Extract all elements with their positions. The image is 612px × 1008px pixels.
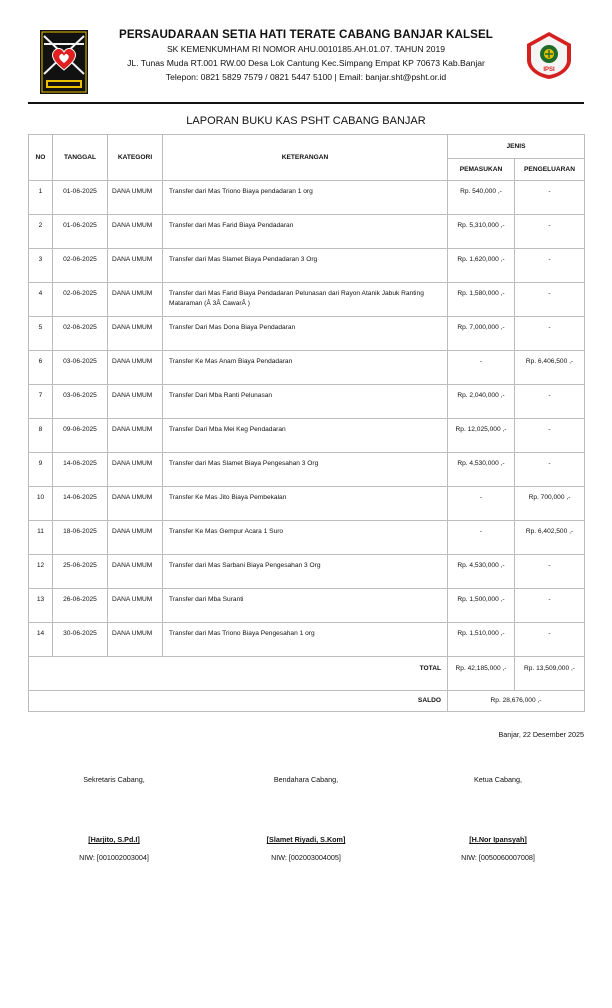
signatory-niw: NIW: [0050060007008] <box>461 853 535 862</box>
col-kategori: KATEGORI <box>108 135 163 181</box>
signatory-role: Bendahara Cabang, <box>273 775 339 784</box>
row-tanggal: 03-06-2025 <box>53 385 108 419</box>
row-no: 4 <box>29 283 53 317</box>
cash-book-table <box>28 134 585 712</box>
col-jenis: JENIS <box>448 135 585 159</box>
row-keterangan: Transfer Ke Mas Gempur Acara 1 Suro <box>163 521 448 555</box>
row-tanggal: 09-06-2025 <box>53 419 108 453</box>
row-kategori: DANA UMUM <box>108 385 163 419</box>
row-pengeluaran: - <box>515 215 585 249</box>
ipsi-logo-text: IPSI <box>543 67 555 73</box>
row-kategori: DANA UMUM <box>108 623 163 657</box>
row-kategori: DANA UMUM <box>108 215 163 249</box>
row-pemasukan: Rp. 1,500,000 ,- <box>448 589 515 623</box>
signatory-name: [H.Nor Ipansyah] <box>469 835 527 844</box>
row-kategori: DANA UMUM <box>108 351 163 385</box>
signatory-role: Ketua Cabang, <box>474 775 522 784</box>
row-pengeluaran: - <box>515 589 585 623</box>
col-pemasukan: PEMASUKAN <box>448 159 515 181</box>
col-tanggal: TANGGAL <box>53 135 108 181</box>
row-pemasukan: - <box>448 487 515 521</box>
signatory-name: [Harjito, S.Pd.I] <box>88 835 140 844</box>
row-pemasukan: Rp. 7,000,000 ,- <box>448 317 515 351</box>
row-no: 8 <box>29 419 53 453</box>
row-kategori: DANA UMUM <box>108 181 163 215</box>
psht-heart-emblem-icon <box>40 30 88 94</box>
row-tanggal: 02-06-2025 <box>53 283 108 317</box>
row-pengeluaran: - <box>515 283 585 317</box>
row-keterangan: Transfer Dari Mas Dona Biaya Pendadaran <box>163 317 448 351</box>
table-row <box>29 215 585 249</box>
table-row <box>29 623 585 657</box>
row-pemasukan: - <box>448 351 515 385</box>
row-kategori: DANA UMUM <box>108 521 163 555</box>
row-tanggal: 01-06-2025 <box>53 215 108 249</box>
row-tanggal: 25-06-2025 <box>53 555 108 589</box>
table-row <box>29 317 585 351</box>
row-keterangan: Transfer Dari Mba Mei Keg Pendadaran <box>163 419 448 453</box>
table-row <box>29 487 585 521</box>
signatory-niw: NIW: [002003004005] <box>271 853 341 862</box>
total-pengeluaran: Rp. 13,509,000 ,- <box>515 657 585 691</box>
row-kategori: DANA UMUM <box>108 589 163 623</box>
row-pengeluaran: - <box>515 385 585 419</box>
row-tanggal: 01-06-2025 <box>53 181 108 215</box>
row-keterangan: Transfer dari Mba Suranti <box>163 589 448 623</box>
row-pemasukan: Rp. 2,040,000 ,- <box>448 385 515 419</box>
signatory-role: Sekretaris Cabang, <box>83 775 145 784</box>
row-pengeluaran: Rp. 700,000 ,- <box>515 487 585 521</box>
report-title: LAPORAN BUKU KAS PSHT CABANG BANJAR <box>186 115 426 127</box>
table-row <box>29 555 585 589</box>
row-pengeluaran: - <box>515 317 585 351</box>
org-name: PERSAUDARAAN SETIA HATI TERATE CABANG BANJAR KALSEL <box>119 28 493 41</box>
row-pemasukan: Rp. 12,025,000 ,- <box>448 419 515 453</box>
row-pengeluaran: - <box>515 419 585 453</box>
row-no: 6 <box>29 351 53 385</box>
row-tanggal: 02-06-2025 <box>53 317 108 351</box>
row-pengeluaran: Rp. 6,402,500 ,- <box>515 521 585 555</box>
row-kategori: DANA UMUM <box>108 317 163 351</box>
row-no: 12 <box>29 555 53 589</box>
row-pengeluaran: - <box>515 453 585 487</box>
saldo-label: SALDO <box>29 691 448 712</box>
row-pemasukan: - <box>448 521 515 555</box>
row-tanggal: 14-06-2025 <box>53 487 108 521</box>
org-contact: Telepon: 0821 5829 7579 / 0821 5447 5100 | Email: banjar.sht@psht.or.id <box>165 72 447 82</box>
row-no: 2 <box>29 215 53 249</box>
row-pemasukan: Rp. 1,620,000 ,- <box>448 249 515 283</box>
row-kategori: DANA UMUM <box>108 419 163 453</box>
header-divider <box>28 102 584 104</box>
col-keterangan: KETERANGAN <box>163 135 448 181</box>
row-no: 3 <box>29 249 53 283</box>
row-no: 14 <box>29 623 53 657</box>
saldo-value: Rp. 28,676,000 ,- <box>448 691 585 712</box>
row-pengeluaran: - <box>515 555 585 589</box>
row-keterangan: Transfer dari Mas Sarbani Biaya Pengesahan 3 Org <box>163 555 448 589</box>
row-tanggal: 02-06-2025 <box>53 249 108 283</box>
row-kategori: DANA UMUM <box>108 453 163 487</box>
row-tanggal: 26-06-2025 <box>53 589 108 623</box>
table-row <box>29 351 585 385</box>
row-no: 7 <box>29 385 53 419</box>
col-no: NO <box>29 135 53 181</box>
table-row <box>29 521 585 555</box>
row-no: 1 <box>29 181 53 215</box>
row-kategori: DANA UMUM <box>108 249 163 283</box>
row-no: 13 <box>29 589 53 623</box>
signatory-name: [Slamet Riyadi, S.Kom] <box>266 835 346 844</box>
signatory-niw: NIW: [001002003004] <box>79 853 149 862</box>
total-label: TOTAL <box>29 657 448 691</box>
row-pemasukan: Rp. 4,530,000 ,- <box>448 555 515 589</box>
sk-number: SK KEMENKUMHAM RI NOMOR AHU.0010185.AH.01.07. TAHUN 2019 <box>166 44 446 54</box>
row-keterangan: Transfer Dari Mba Ranti Pelunasan <box>163 385 448 419</box>
row-pemasukan: Rp. 540,000 ,- <box>448 181 515 215</box>
row-no: 9 <box>29 453 53 487</box>
row-tanggal: 30-06-2025 <box>53 623 108 657</box>
row-keterangan: Transfer dari Mas Farid Biaya Pendadaran <box>163 215 448 249</box>
col-pengeluaran: PENGELUARAN <box>515 159 585 181</box>
row-no: 5 <box>29 317 53 351</box>
row-keterangan: Transfer Ke Mas Jito Biaya Pembekalan <box>163 487 448 521</box>
total-row <box>29 657 585 691</box>
table-row <box>29 385 585 419</box>
row-no: 11 <box>29 521 53 555</box>
table-row <box>29 181 585 215</box>
org-address: JL. Tunas Muda RT.001 RW.00 Desa Lok Cantung Kec.Simpang Empat KP 70673 Kab.Banjar <box>127 58 485 68</box>
row-pemasukan: Rp. 1,580,000 ,- <box>448 283 515 317</box>
row-tanggal: 18-06-2025 <box>53 521 108 555</box>
table-row <box>29 419 585 453</box>
row-kategori: DANA UMUM <box>108 283 163 317</box>
row-keterangan: Transfer dari Mas Triono Biaya Pengesahan 1 org <box>163 623 448 657</box>
row-keterangan: Transfer dari Mas Farid Biaya Pendadaran Pelunasan dari Rayon Atanik Jabuk Ranting Mataraman (Â 3Â CawarÂ ) <box>163 283 448 317</box>
table-row <box>29 453 585 487</box>
table-row <box>29 589 585 623</box>
row-pemasukan: Rp. 5,310,000 ,- <box>448 215 515 249</box>
report-date: Banjar, 22 Desember 2025 <box>498 730 584 739</box>
total-pemasukan: Rp. 42,185,000 ,- <box>448 657 515 691</box>
row-keterangan: Transfer dari Mas Slamet Biaya Pendadaran 3 Org <box>163 249 448 283</box>
row-tanggal: 03-06-2025 <box>53 351 108 385</box>
row-keterangan: Transfer dari Mas Slamet Biaya Pengesahan 3 Org <box>163 453 448 487</box>
row-keterangan: Transfer Ke Mas Anam Biaya Pendadaran <box>163 351 448 385</box>
row-no: 10 <box>29 487 53 521</box>
ipsi-emblem-icon <box>524 30 574 80</box>
row-pengeluaran: Rp. 6,406,500 ,- <box>515 351 585 385</box>
table-row <box>29 249 585 283</box>
row-pemasukan: Rp. 1,510,000 ,- <box>448 623 515 657</box>
row-keterangan: Transfer dari Mas Triono Biaya pendadaran 1 org <box>163 181 448 215</box>
row-pemasukan: Rp. 4,530,000 ,- <box>448 453 515 487</box>
saldo-row <box>29 691 585 712</box>
row-pengeluaran: - <box>515 181 585 215</box>
row-kategori: DANA UMUM <box>108 555 163 589</box>
row-pengeluaran: - <box>515 623 585 657</box>
table-row <box>29 283 585 317</box>
row-tanggal: 14-06-2025 <box>53 453 108 487</box>
row-kategori: DANA UMUM <box>108 487 163 521</box>
row-pengeluaran: - <box>515 249 585 283</box>
